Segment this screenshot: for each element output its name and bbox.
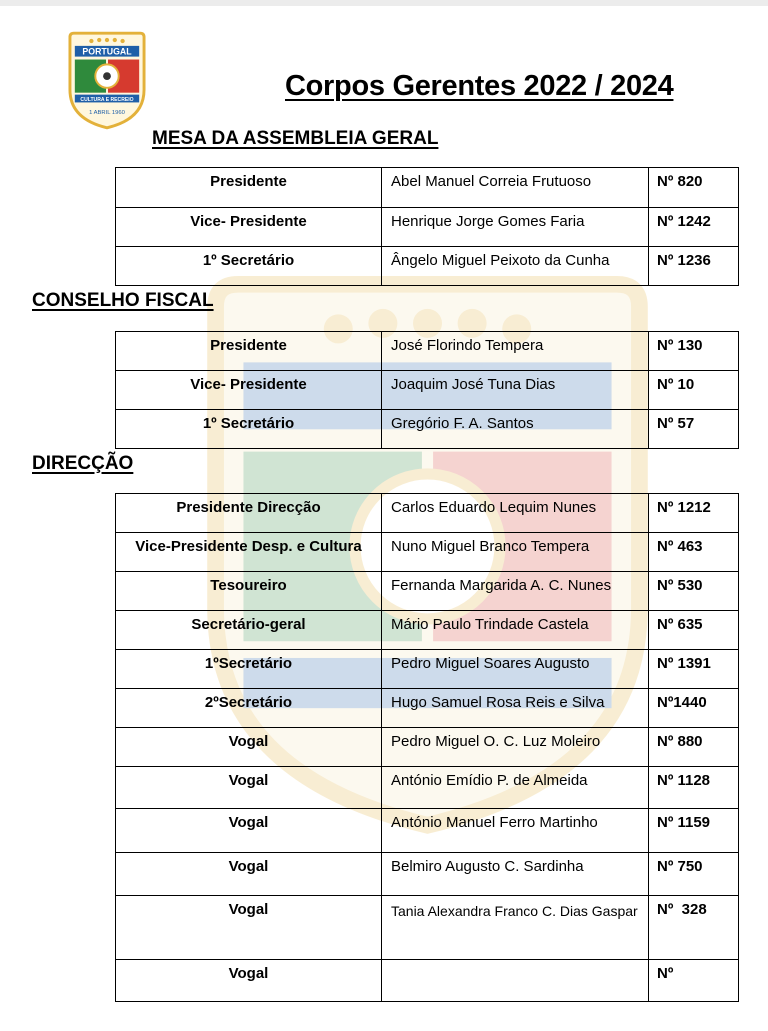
role-cell: Secretário-geral bbox=[191, 616, 306, 633]
member-number-cell: Nº 1236 bbox=[657, 252, 711, 269]
name-cell: Hugo Samuel Rosa Reis e Silva bbox=[391, 694, 605, 711]
table-row bbox=[116, 572, 739, 611]
member-number-cell: Nº 57 bbox=[657, 415, 695, 432]
top-edge bbox=[0, 0, 768, 6]
svg-text:PORTUGAL: PORTUGAL bbox=[82, 46, 132, 57]
role-cell: 1º Secretário bbox=[202, 415, 295, 432]
table-row bbox=[116, 410, 739, 449]
svg-text:1 ABRIL 1960: 1 ABRIL 1960 bbox=[89, 110, 125, 117]
name-cell bbox=[391, 960, 648, 964]
member-number-cell: Nº 130 bbox=[657, 337, 703, 354]
name-cell: José Florindo Tempera bbox=[391, 337, 544, 354]
table-row bbox=[116, 853, 739, 896]
table-row bbox=[116, 332, 739, 371]
table-row bbox=[116, 767, 739, 809]
table-row bbox=[116, 494, 739, 533]
name-cell: Tania Alexandra Franco C. Dias Gaspar bbox=[391, 903, 638, 919]
name-cell: Nuno Miguel Branco Tempera bbox=[391, 538, 590, 555]
member-number-cell: Nº 750 bbox=[657, 858, 703, 875]
member-number-cell: Nº 880 bbox=[657, 733, 703, 750]
role-cell: Vogal bbox=[228, 965, 269, 982]
table-row bbox=[116, 809, 739, 853]
name-cell: Henrique Jorge Gomes Faria bbox=[391, 213, 585, 230]
table-row bbox=[116, 208, 739, 247]
club-logo bbox=[68, 28, 146, 132]
name-cell: Pedro Miguel Soares Augusto bbox=[391, 655, 590, 672]
role-cell: Tesoureiro bbox=[210, 577, 287, 594]
name-cell: Gregório F. A. Santos bbox=[391, 415, 534, 432]
role-cell: 2ºSecretário bbox=[204, 694, 293, 711]
member-number-cell: Nº 1242 bbox=[657, 213, 711, 230]
table-row bbox=[116, 689, 739, 728]
role-cell: Vogal bbox=[228, 733, 269, 750]
table-row bbox=[116, 533, 739, 572]
member-number-cell: Nº 463 bbox=[657, 538, 703, 555]
member-number-cell: Nº bbox=[657, 965, 674, 982]
member-number-cell: Nº 1212 bbox=[657, 499, 711, 516]
role-cell: Presidente Direcção bbox=[176, 499, 321, 516]
role-cell: 1º Secretário bbox=[202, 252, 295, 269]
name-cell: Carlos Eduardo Lequim Nunes bbox=[391, 499, 597, 516]
role-cell: Vogal bbox=[228, 858, 269, 875]
name-cell: António Manuel Ferro Martinho bbox=[391, 814, 598, 831]
role-cell: Vogal bbox=[228, 772, 269, 789]
role-cell: Vice- Presidente bbox=[190, 213, 307, 230]
name-cell: Joaquim José Tuna Dias bbox=[391, 376, 556, 393]
table-row bbox=[116, 650, 739, 689]
member-number-cell: Nº 635 bbox=[657, 616, 703, 633]
role-cell: Vice- Presidente bbox=[190, 376, 307, 393]
member-number-cell: Nº 1391 bbox=[657, 655, 711, 672]
member-number-cell: Nº 820 bbox=[657, 173, 703, 190]
role-cell: Presidente bbox=[210, 173, 287, 190]
table-row bbox=[116, 728, 739, 767]
section-heading-conselho: CONSELHO FISCAL bbox=[32, 290, 214, 311]
table-mesa-assembleia bbox=[115, 167, 739, 286]
member-number-cell: Nº 328 bbox=[657, 901, 707, 918]
name-cell: Pedro Miguel O. C. Luz Moleiro bbox=[391, 733, 601, 750]
table-row bbox=[116, 960, 739, 1002]
member-number-cell: Nº 1159 bbox=[657, 814, 711, 831]
member-number-cell: Nº 530 bbox=[657, 577, 703, 594]
table-row bbox=[116, 371, 739, 410]
svg-text:CULTURA E RECREIO: CULTURA E RECREIO bbox=[80, 96, 134, 103]
name-cell: António Emídio P. de Almeida bbox=[391, 772, 588, 789]
role-cell: Vogal bbox=[228, 814, 269, 831]
member-number-cell: Nº 10 bbox=[657, 376, 695, 393]
role-cell: Vice-Presidente Desp. e Cultura bbox=[135, 538, 362, 555]
table-conselho-fiscal bbox=[115, 331, 739, 449]
table-direccao bbox=[115, 493, 739, 1002]
name-cell: Fernanda Margarida A. C. Nunes bbox=[391, 577, 612, 594]
member-number-cell: Nº1440 bbox=[657, 694, 707, 711]
name-cell: Belmiro Augusto C. Sardinha bbox=[391, 858, 584, 875]
table-row bbox=[116, 611, 739, 650]
table-row bbox=[116, 247, 739, 286]
table-row bbox=[116, 168, 739, 208]
table-row bbox=[116, 896, 739, 960]
role-cell: Vogal bbox=[228, 901, 269, 918]
name-cell: Abel Manuel Correia Frutuoso bbox=[391, 173, 592, 190]
name-cell: Ângelo Miguel Peixoto da Cunha bbox=[391, 252, 610, 269]
role-cell: Presidente bbox=[210, 337, 287, 354]
member-number-cell: Nº 1128 bbox=[657, 772, 711, 789]
page-title: Corpos Gerentes 2022 / 2024 bbox=[285, 70, 674, 102]
section-heading-mesa: MESA DA ASSEMBLEIA GERAL bbox=[152, 128, 439, 149]
role-cell: 1ºSecretário bbox=[204, 655, 293, 672]
section-heading-direccao: DIRECÇÃO bbox=[32, 453, 134, 474]
name-cell: Mário Paulo Trindade Castela bbox=[391, 616, 589, 633]
